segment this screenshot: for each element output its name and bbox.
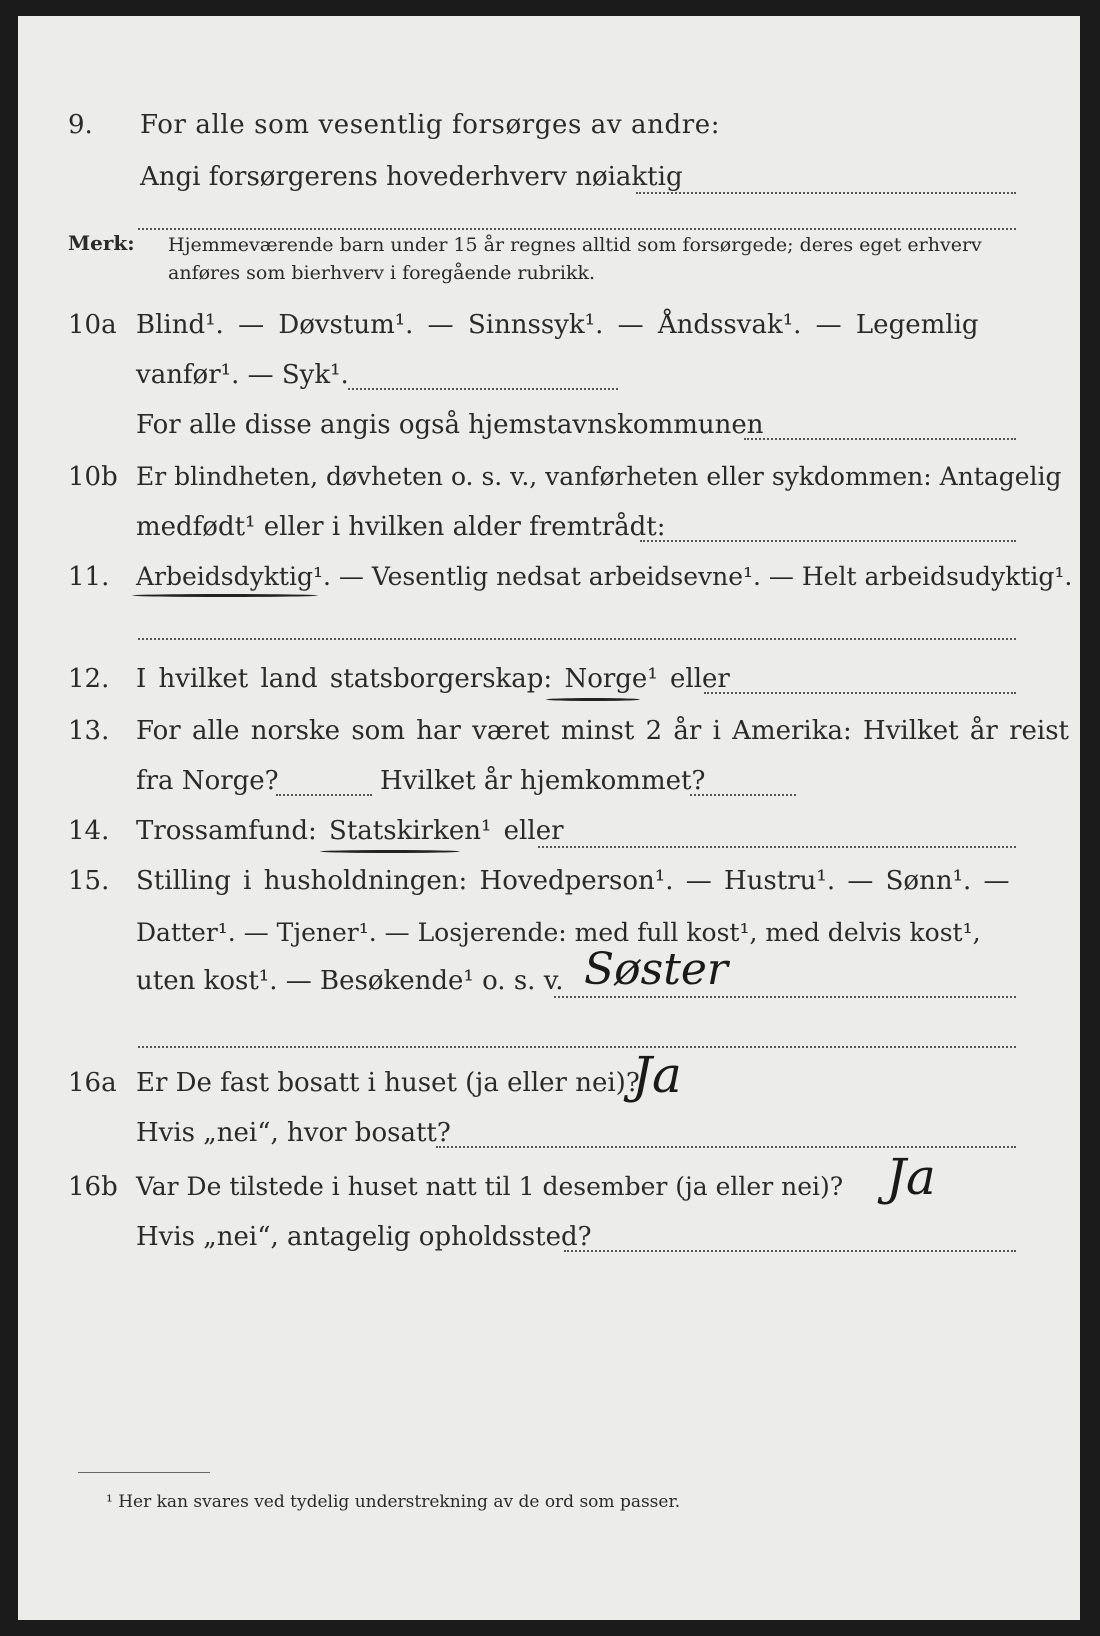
q14-answer-line[interactable] bbox=[538, 846, 1016, 848]
q15-answer-line[interactable] bbox=[554, 996, 1016, 998]
q13-hjemkommet-answer-line[interactable] bbox=[690, 794, 796, 796]
q15-text1: Stilling i husholdningen: Hovedperson¹. — Hustru¹. — Sønn¹. — bbox=[136, 866, 1010, 896]
q16a-text1: Er De fast bosatt i huset (ja eller nei)? bbox=[136, 1068, 640, 1098]
q10b-number: 10b bbox=[68, 462, 118, 492]
q10a-text1: Blind¹. — Døvstum¹. — Sinnssyk¹. — Åndssvak¹. — Legemlig bbox=[136, 310, 979, 340]
q14-text1: Trossamfund: Statskirken¹ eller bbox=[136, 816, 564, 846]
q9-line2 bbox=[18, 162, 1080, 202]
merk-text2: anføres som bierhverv i foregående rubrikk. bbox=[168, 262, 596, 284]
q15-handwritten-answer: Søster bbox=[584, 944, 728, 995]
q16b-handwritten-answer: Ja bbox=[886, 1148, 936, 1206]
q11-text1: Arbeidsdyktig¹. — Vesentlig nedsat arbeidsevne¹. — Helt arbeidsudyktig¹. bbox=[136, 562, 1073, 591]
q13-line1 bbox=[18, 716, 1080, 756]
q13-text2b: Hvilket år hjemkommet? bbox=[380, 766, 706, 796]
q12-text1: I hvilket land statsborgerskap: Norge¹ eller bbox=[136, 664, 730, 694]
q15-number: 15. bbox=[68, 866, 110, 896]
q9-extra-line[interactable] bbox=[138, 228, 1016, 230]
q12-number: 12. bbox=[68, 664, 110, 694]
q13-line2 bbox=[18, 766, 1080, 806]
q10a-text3: For alle disse angis også hjemstavnskommunen bbox=[136, 410, 764, 440]
q16b-text1: Var De tilstede i huset natt til 1 desember (ja eller nei)? bbox=[136, 1172, 844, 1201]
q10a-line2 bbox=[18, 360, 1080, 400]
footnote: ¹ Her kan svares ved tydelig understrekning av de ord som passer. bbox=[106, 1492, 681, 1512]
q14-number: 14. bbox=[68, 816, 110, 846]
q10a-kommune-answer-line[interactable] bbox=[744, 438, 1016, 440]
q14-underline-mark bbox=[320, 850, 460, 853]
q11-extra-line[interactable] bbox=[138, 638, 1016, 640]
q10b-line1 bbox=[18, 462, 1080, 502]
q13-number: 13. bbox=[68, 716, 110, 746]
merk-label: Merk: bbox=[68, 231, 135, 255]
q10a-line3 bbox=[18, 410, 1080, 450]
q16b-opholdssted-answer-line[interactable] bbox=[564, 1250, 1016, 1252]
q10a-text2: vanfør¹. — Syk¹. bbox=[136, 360, 349, 390]
q16b-number: 16b bbox=[68, 1172, 118, 1202]
q10b-answer-line[interactable] bbox=[640, 540, 1016, 542]
q16b-line2 bbox=[18, 1222, 1080, 1262]
q12-underline-mark bbox=[546, 698, 640, 701]
census-form-page bbox=[18, 16, 1080, 1620]
q15-line1 bbox=[18, 866, 1080, 906]
q9-text1: For alle som vesentlig forsørges av andre: bbox=[140, 110, 721, 140]
q11-number: 11. bbox=[68, 562, 110, 592]
q10b-text2: medfødt¹ eller i hvilken alder fremtrådt: bbox=[136, 512, 666, 542]
q10a-syk-answer-line[interactable] bbox=[348, 388, 618, 390]
q16a-line1 bbox=[18, 1068, 1080, 1108]
q15-extra-line[interactable] bbox=[138, 1046, 1016, 1048]
footnote-rule bbox=[78, 1472, 210, 1473]
merk-text1: Hjemmeværende barn under 15 år regnes alltid som forsørgede; deres eget erhverv bbox=[168, 234, 982, 256]
q13-text2a: fra Norge? bbox=[136, 766, 279, 796]
q9-line1 bbox=[18, 110, 1080, 150]
q16b-text2: Hvis „nei“, antagelig opholdssted? bbox=[136, 1222, 592, 1252]
q16a-handwritten-answer: Ja bbox=[632, 1046, 682, 1104]
q10a-number: 10a bbox=[68, 310, 117, 340]
q9-text2: Angi forsørgerens hovederhverv nøiaktig bbox=[140, 162, 683, 192]
q10a-line1 bbox=[18, 310, 1080, 350]
q12-answer-line[interactable] bbox=[704, 692, 1016, 694]
q16a-text2: Hvis „nei“, hvor bosatt? bbox=[136, 1118, 451, 1148]
q10b-line2 bbox=[18, 512, 1080, 552]
q16a-number: 16a bbox=[68, 1068, 117, 1098]
q10b-text1: Er blindheten, døvheten o. s. v., vanførheten eller sykdommen: Antagelig bbox=[136, 462, 1062, 491]
q9-number: 9. bbox=[68, 110, 93, 140]
q11-underline-mark bbox=[132, 594, 318, 597]
q13-reist-answer-line[interactable] bbox=[276, 794, 372, 796]
q15-text2: Datter¹. — Tjener¹. — Losjerende: med full kost¹, med delvis kost¹, bbox=[136, 918, 981, 947]
q15-text3: uten kost¹. — Besøkende¹ o. s. v. bbox=[136, 966, 564, 996]
q9-answer-line[interactable] bbox=[636, 192, 1016, 194]
q15-line2 bbox=[18, 918, 1080, 958]
q15-line3 bbox=[18, 966, 1080, 1006]
q14-line1 bbox=[18, 816, 1080, 856]
q13-text1: For alle norske som har været minst 2 år i Amerika: Hvilket år reist bbox=[136, 716, 1069, 746]
